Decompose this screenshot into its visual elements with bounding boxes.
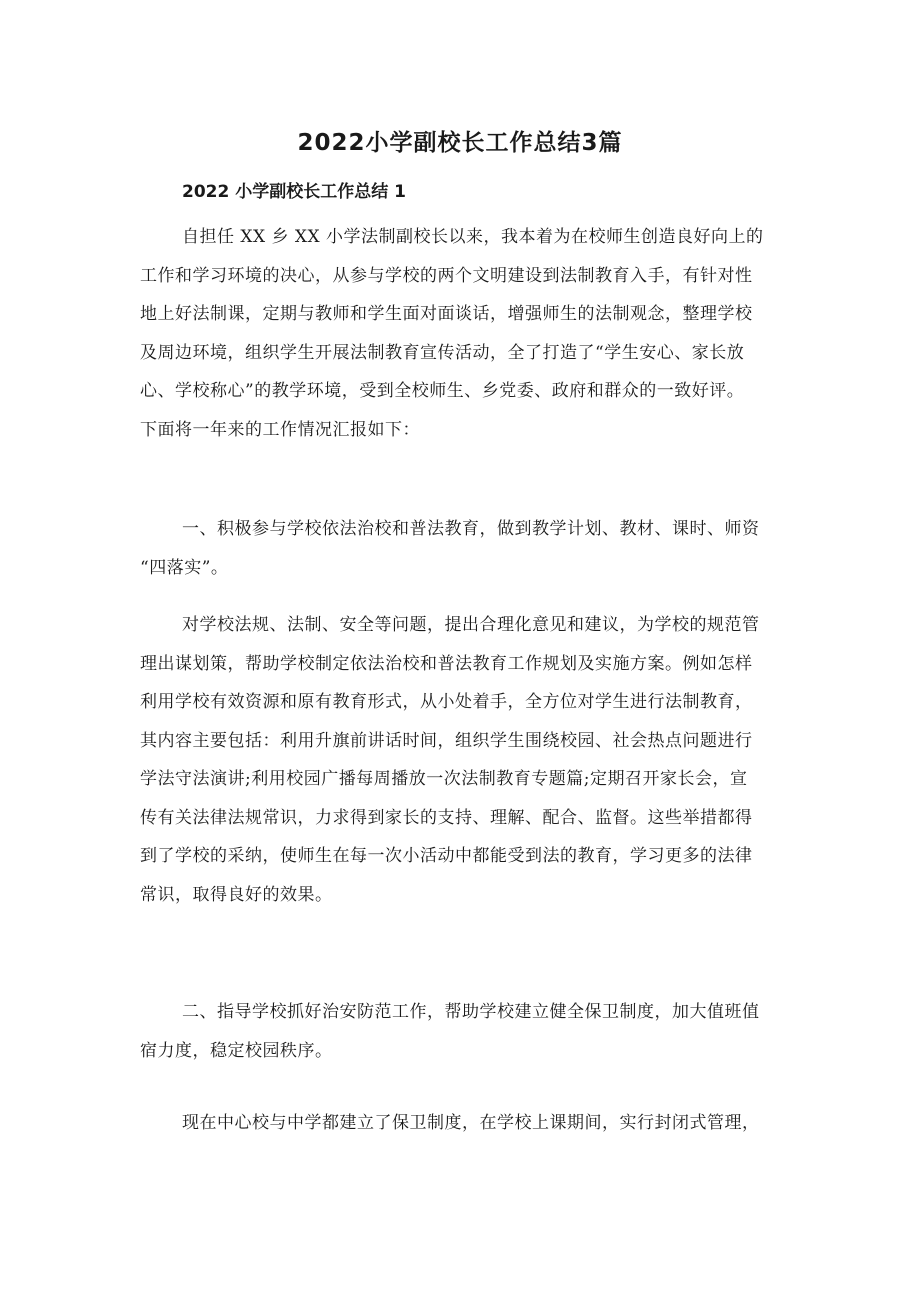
paragraph-line: 工作和学习环境的决心，从参与学校的两个文明建设到法制教育入手，有针对性 [140,265,753,286]
paragraph-line: 利用学校有效资源和原有教育形式，从小处着手，全方位对学生进行法制教育， [140,692,753,712]
paragraph-line: 二、指导学校抓好治安防范工作，帮助学校建立健全保卫制度，加大值班值 [182,1002,760,1022]
paragraph-3 [140,606,800,914]
paragraph-line: 到了学校的采纳，使师生在每一次小活动中都能受到法的教育，学习更多的法律 [140,846,753,866]
paragraph-line: “四落实”。 [140,557,229,578]
paragraph-line: 地上好法制课，定期与教师和学生面对面谈话，增强师生的法制观念，整理学校 [140,304,753,324]
paragraph-4 [140,993,800,1070]
paragraph-line: 对学校法规、法制、安全等问题，提出合理化意见和建议，为学校的规范管 [182,615,760,635]
paragraph-line: 学法守法演讲;利用校园广播每周播放一次法制教育专题篇;定期召开家长会，宣 [140,769,748,789]
paragraph-line: 自担任 XX 乡 XX 小学法制副校长以来，我本着为在校师生创造良好向上的 [182,227,764,247]
paragraph-line: 常识，取得良好的效果。 [140,884,333,905]
section-heading: 2022 小学副校长工作总结 1 [182,182,406,202]
document-title: 2022小学副校长工作总结3篇 [297,130,623,156]
paragraph-line: 理出谋划策，帮助学校制定依法治校和普法教育工作规划及实施方案。例如怎样 [140,653,753,674]
paragraph-2 [140,510,800,587]
paragraph-line: 及周边环境，组织学生开展法制教育宣传活动，全了打造了“学生安心、家长放 [140,342,745,363]
paragraph-line: 宿力度，稳定校园秩序。 [140,1040,333,1061]
paragraph-line: 心、学校称心”的教学环境，受到全校师生、乡党委、政府和群众的一致好评。 [140,381,745,401]
paragraph-line: 其内容主要包括：利用升旗前讲话时间，组织学生围绕校园、社会热点问题进行 [140,730,753,751]
paragraph-line: 传有关法律法规常识，力求得到家长的支持、理解、配合、监督。这些举措都得 [140,807,753,828]
paragraph-1 [140,218,800,449]
paragraph-line: 一、积极参与学校依法治校和普法教育，做到教学计划、教材、课时、师资 [182,519,760,539]
paragraph-5 [140,1104,800,1143]
paragraph-line: 下面将一年来的工作情况汇报如下： [140,419,420,440]
paragraph-line: 现在中心校与中学都建立了保卫制度，在学校上课期间，实行封闭式管理， [182,1113,760,1133]
